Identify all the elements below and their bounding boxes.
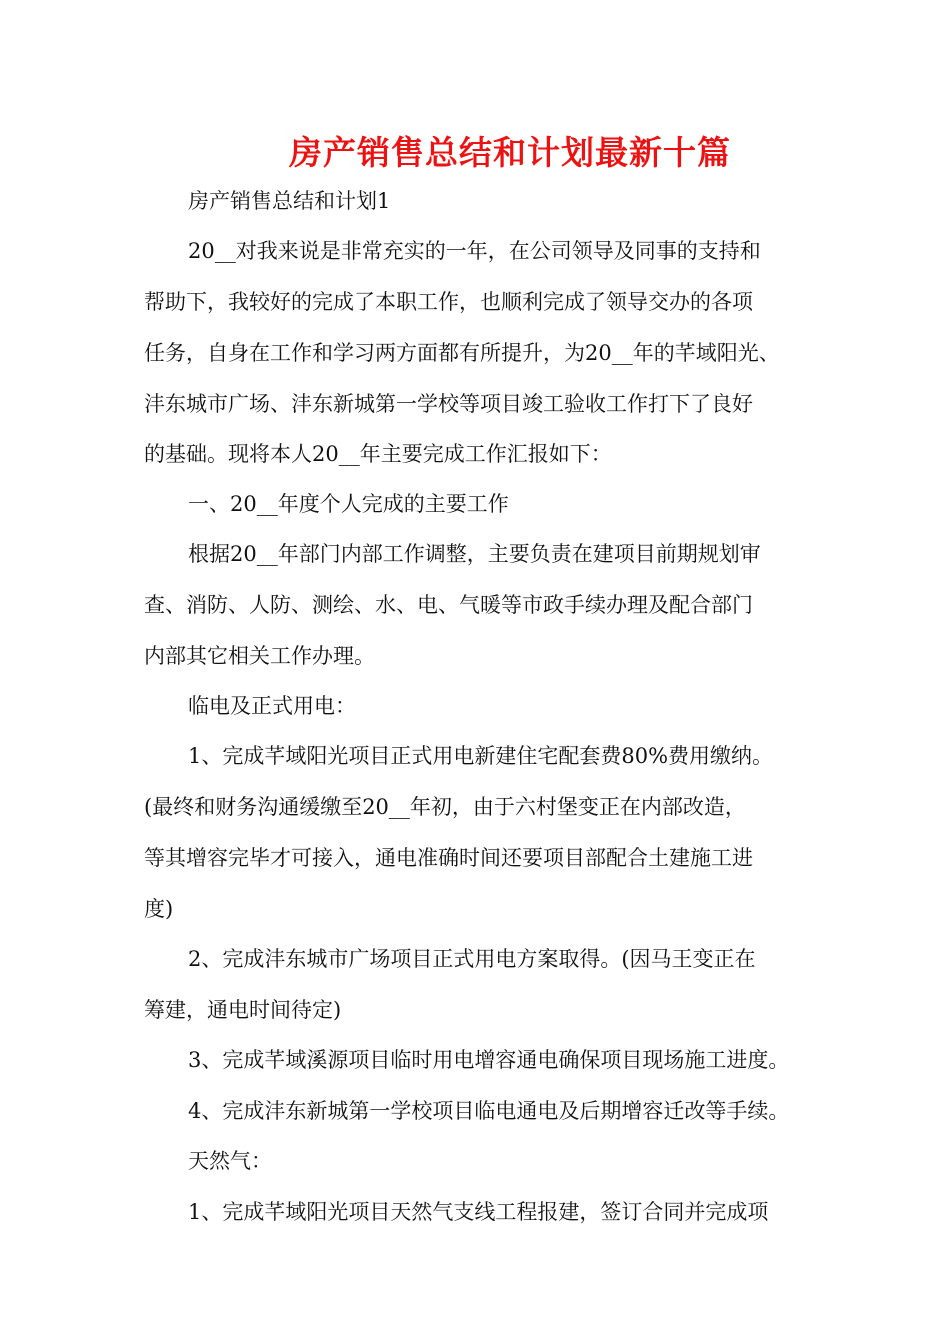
paragraph-line: 查、消防、人防、测绘、水、电、气暖等市政手续办理及配合部门 — [144, 593, 753, 617]
section-heading: 房产销售总结和计划1 — [188, 189, 391, 213]
paragraph-line: 筹建，通电时间待定) — [144, 998, 342, 1022]
subsection-heading: 一、20__年度个人完成的主要工作 — [188, 492, 509, 516]
paragraph-line: 根据20__年部门内部工作调整，主要负责在建项目前期规划审 — [188, 542, 761, 566]
subsection-heading: 临电及正式用电： — [188, 694, 356, 718]
paragraph-line: 沣东城市广场、沣东新城第一学校等项目竣工验收工作打下了良好 — [144, 392, 753, 416]
paragraph-line: 20__对我来说是非常充实的一年，在公司领导及同事的支持和 — [188, 239, 761, 263]
document-title: 房产销售总结和计划最新十篇 — [289, 133, 731, 172]
subsection-heading: 天然气： — [188, 1149, 272, 1173]
paragraph-line: 内部其它相关工作办理。 — [144, 644, 375, 668]
paragraph-line: 1、完成芊域阳光项目正式用电新建住宅配套费80%费用缴纳。 — [188, 744, 774, 768]
paragraph-line: (最终和财务沟通缓缴至20__年初，由于六村堡变正在内部改造， — [144, 795, 746, 819]
paragraph-line: 2、完成沣东城市广场项目正式用电方案取得。(因马王变正在 — [188, 947, 756, 971]
paragraph-line: 的基础。现将本人20__年主要完成工作汇报如下： — [144, 442, 612, 466]
paragraph-line: 1、完成芊域阳光项目天然气支线工程报建，签订合同并完成项 — [188, 1200, 769, 1224]
paragraph-line: 帮助下，我较好的完成了本职工作，也顺利完成了领导交办的各项 — [144, 290, 753, 314]
paragraph-line: 度) — [144, 897, 174, 921]
paragraph-line: 4、完成沣东新城第一学校项目临电通电及后期增容迁改等手续。 — [188, 1099, 790, 1123]
paragraph-line: 等其增容完毕才可接入，通电准确时间还要项目部配合土建施工进 — [144, 846, 753, 870]
paragraph-line: 任务，自身在工作和学习两方面都有所提升，为20__年的芊域阳光、 — [144, 341, 780, 365]
paragraph-line: 3、完成芊域溪源项目临时用电增容通电确保项目现场施工进度。 — [188, 1048, 790, 1072]
